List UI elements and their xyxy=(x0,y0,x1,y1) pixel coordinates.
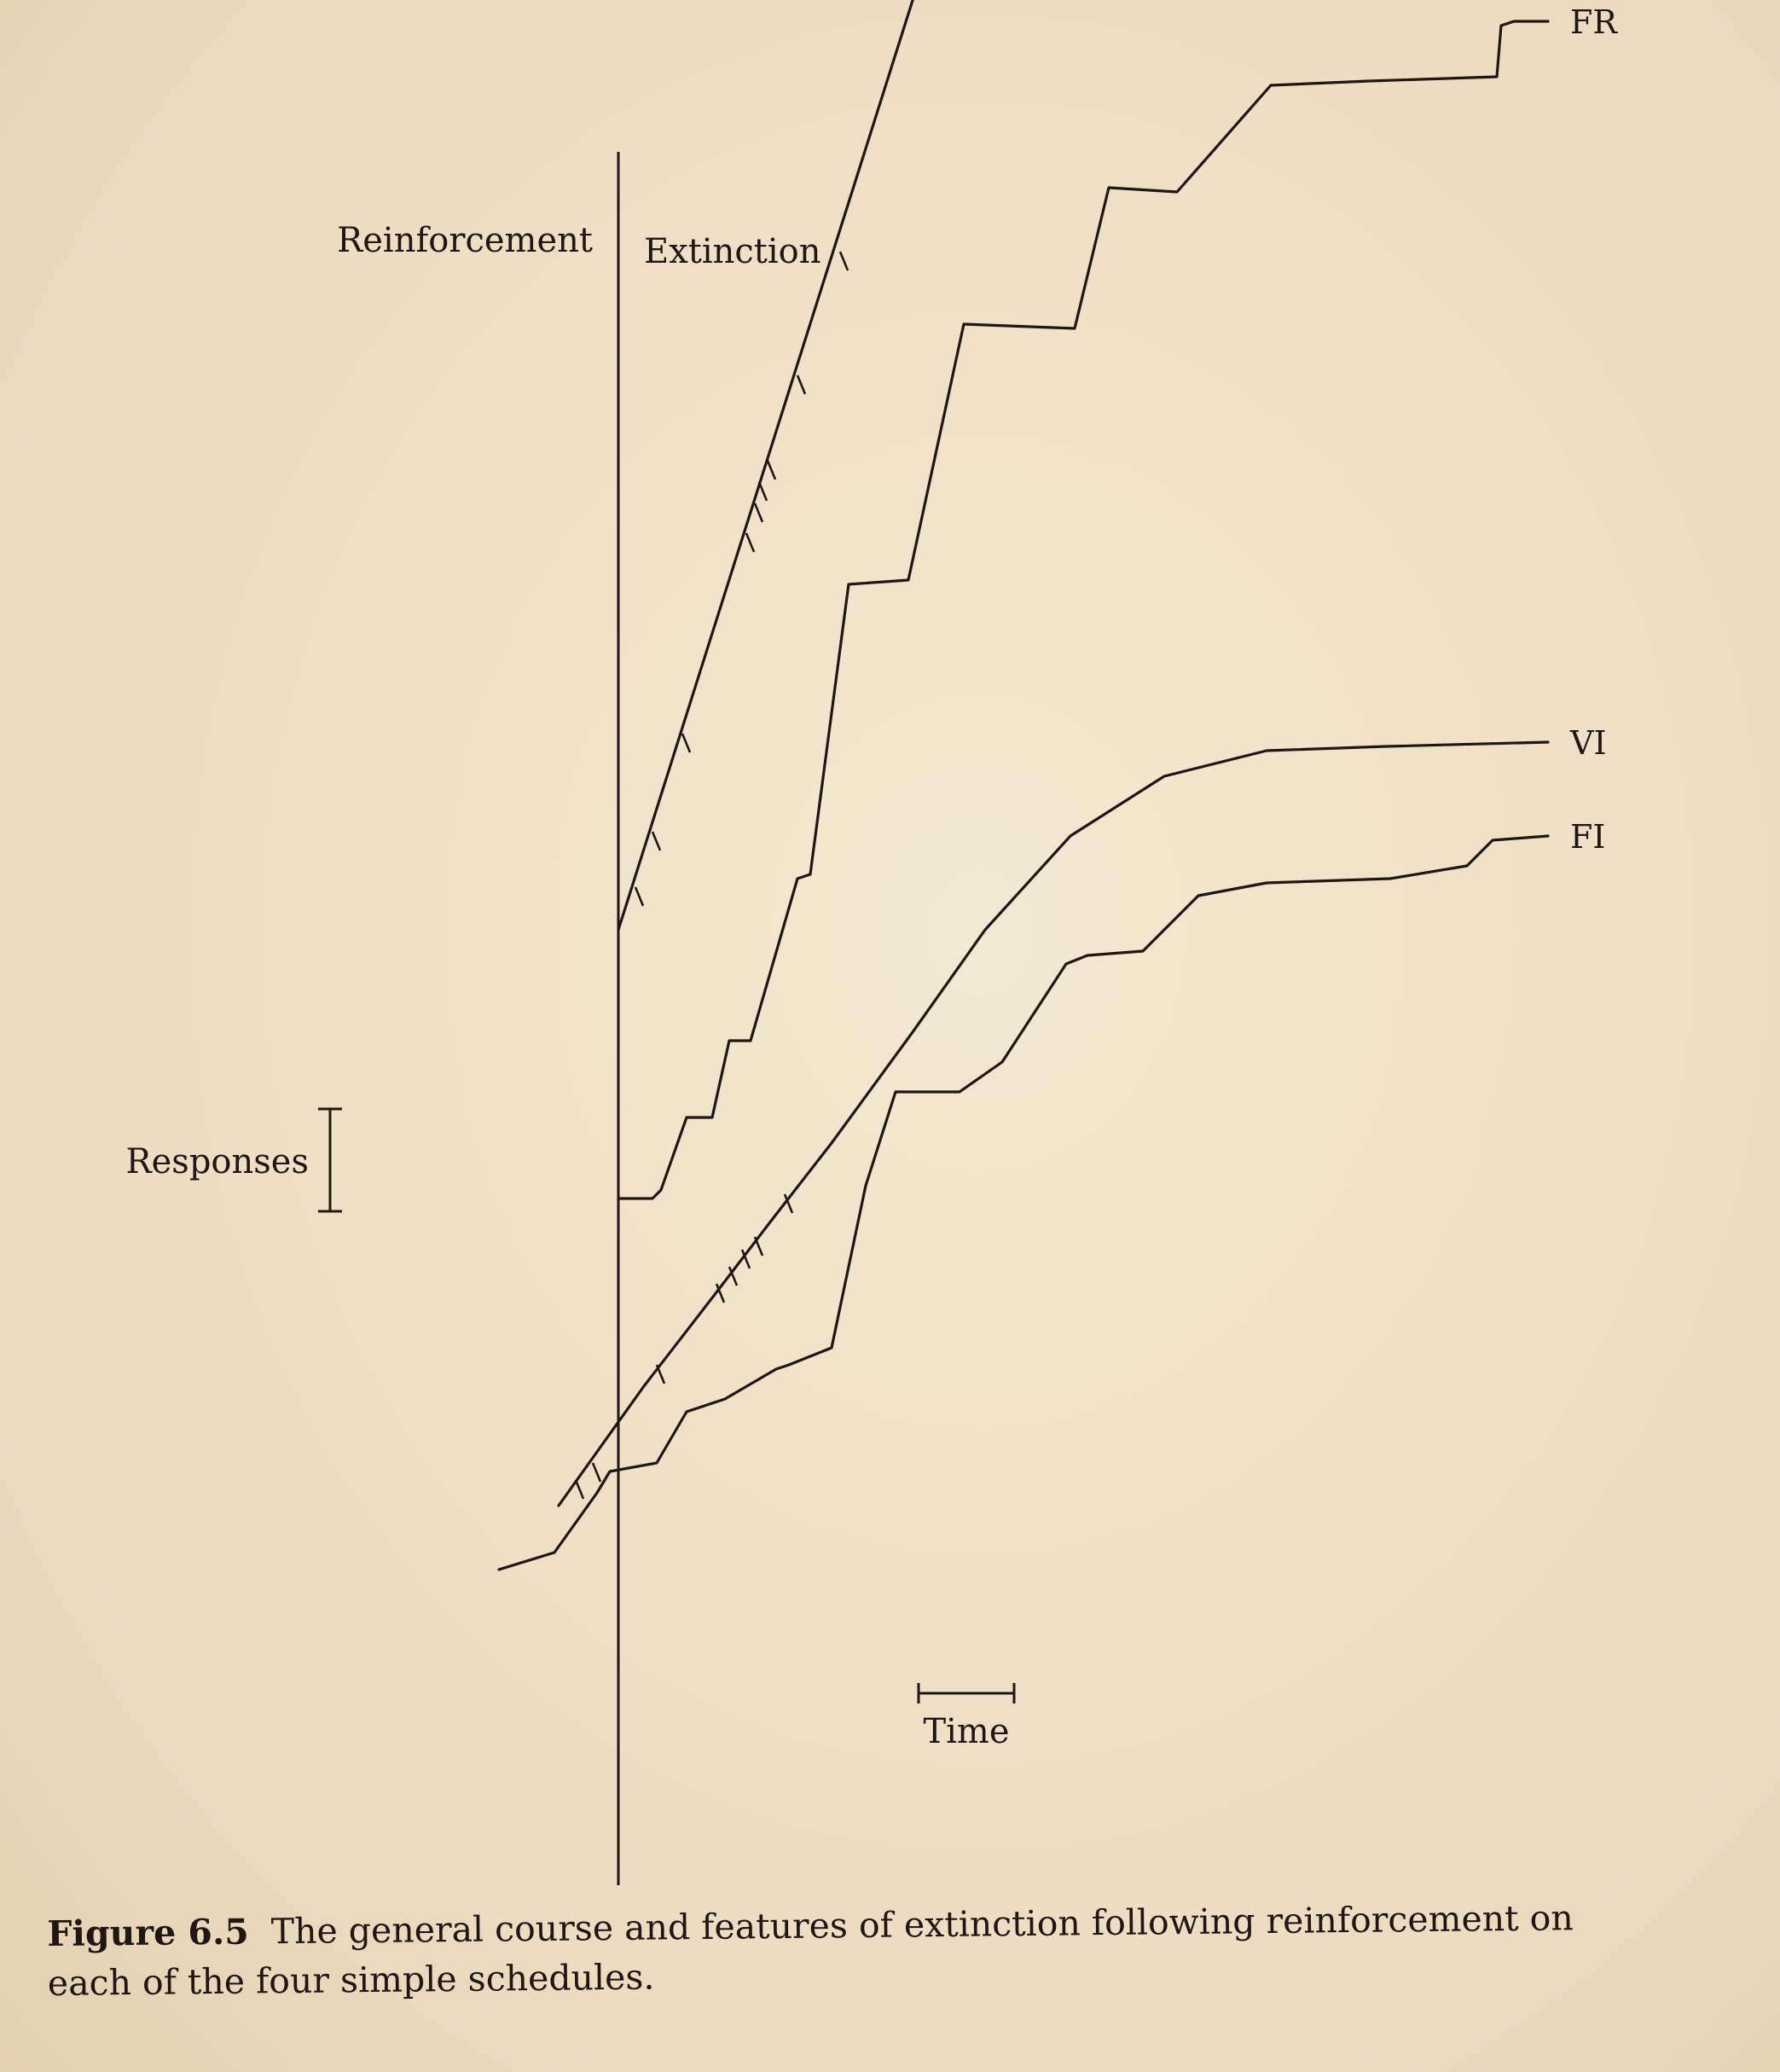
reinforcement-tick-vr xyxy=(746,533,754,552)
reinforcement-label: Reinforcement xyxy=(337,221,593,260)
series-label-vi: VI xyxy=(1570,724,1607,762)
responses-scale-bar xyxy=(318,1109,342,1211)
reinforcement-tick-vr xyxy=(682,734,690,752)
responses-label: Responses xyxy=(125,1142,309,1181)
time-scale-bar xyxy=(919,1683,1014,1703)
series-line-vi xyxy=(559,742,1548,1506)
caption-text: The general course and features of extinction following reinforcement on each of the four simple schedules. xyxy=(47,1897,1574,2004)
time-label: Time xyxy=(923,1712,1010,1751)
reinforcement-tick-vi xyxy=(576,1480,583,1499)
reinforcement-tick-vi xyxy=(755,1237,762,1256)
series-line-fr xyxy=(618,21,1548,1199)
figure-caption xyxy=(47,1892,1668,2008)
caption-number: Figure 6.5 xyxy=(47,1911,249,1954)
reinforcement-tick-vr xyxy=(840,252,848,270)
extinction-label: Extinction xyxy=(644,232,821,271)
series-line-fi xyxy=(499,836,1548,1570)
reinforcement-tick-vr xyxy=(797,375,805,394)
reinforcement-tick-vr xyxy=(759,482,767,501)
reinforcement-tick-vr xyxy=(635,887,643,906)
reinforcement-tick-vr xyxy=(768,461,775,479)
series-line-vr xyxy=(618,0,1463,930)
series-label-fr: FR xyxy=(1570,3,1617,41)
reinforcement-tick-vr xyxy=(652,832,660,850)
reinforcement-tick-vi xyxy=(593,1463,600,1482)
reinforcement-tick-vi xyxy=(657,1365,664,1384)
series-labels-layer xyxy=(1484,0,1618,856)
series-label-fi: FI xyxy=(1570,818,1606,856)
reinforcement-tick-vr xyxy=(755,503,762,522)
